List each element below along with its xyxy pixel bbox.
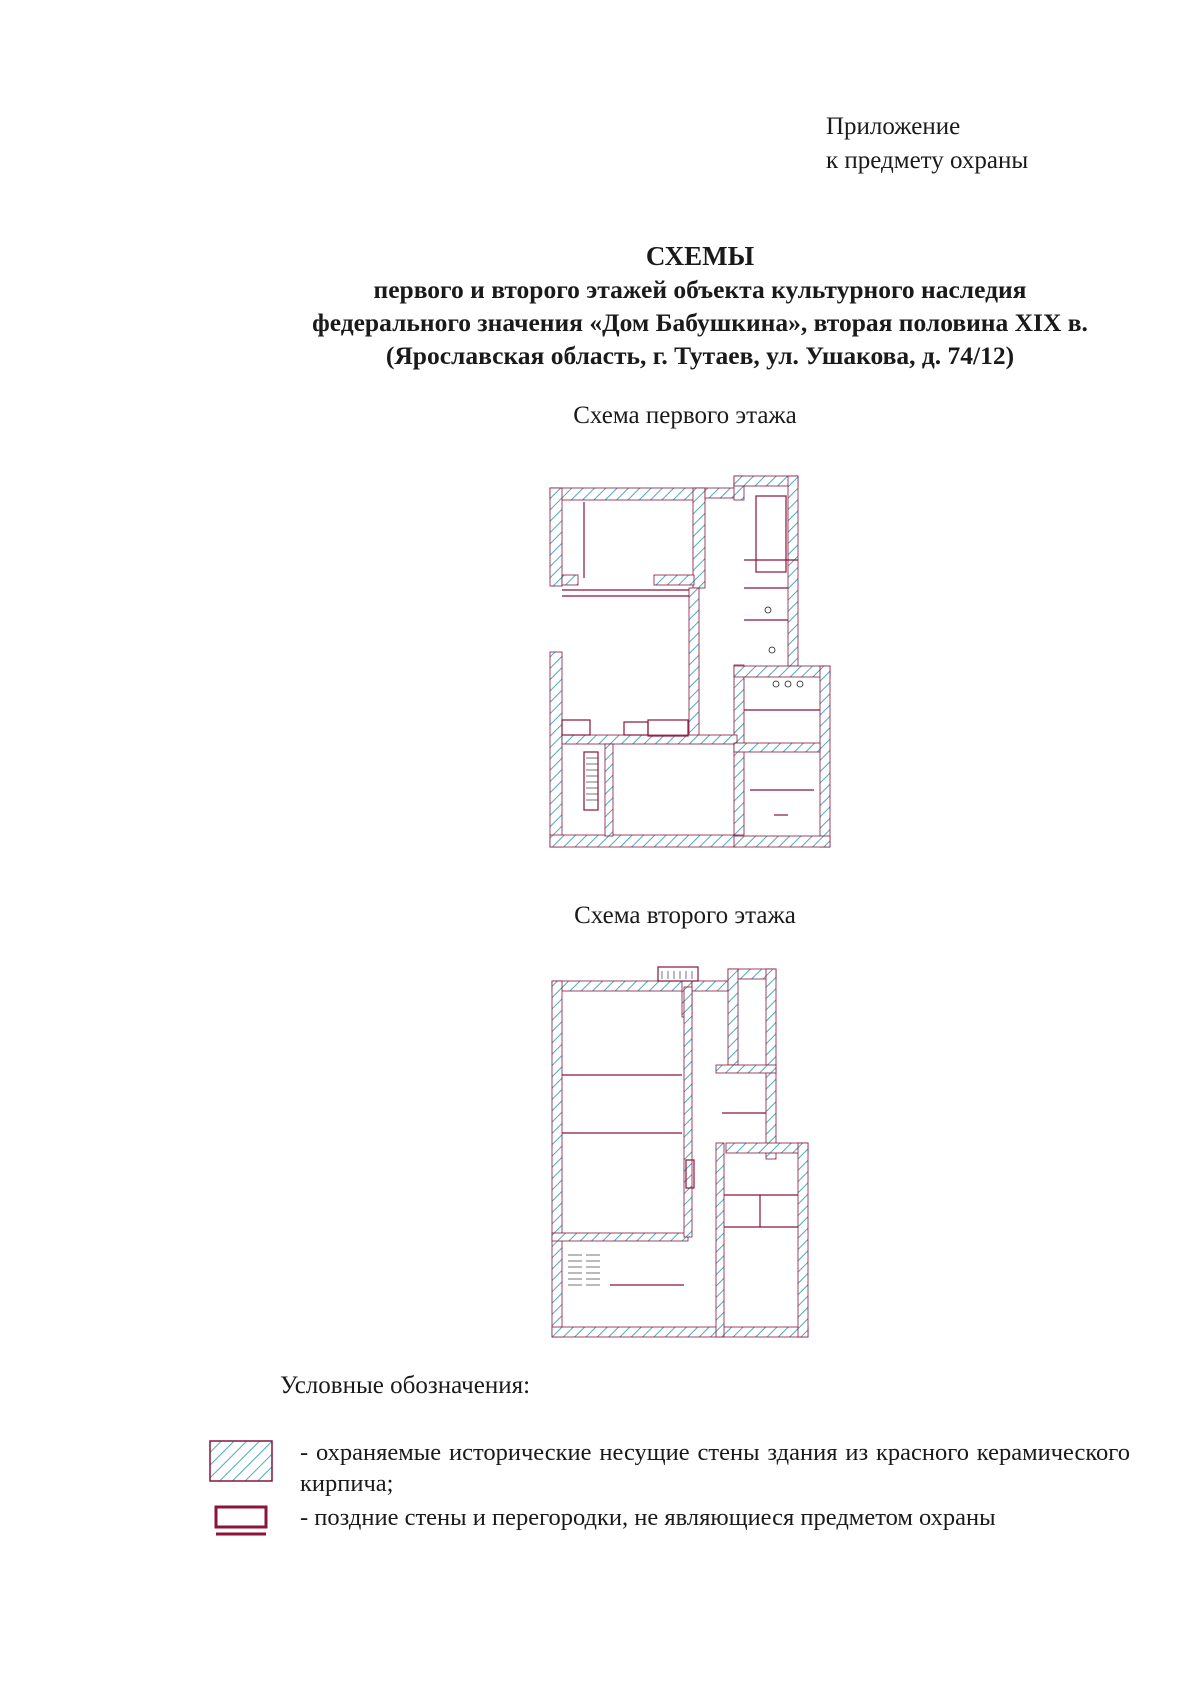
second-floor-plan	[550, 965, 820, 1345]
title-line-4: (Ярославская область, г. Тутаев, ул. Ушакова, д. 74/12)	[385, 341, 1015, 370]
title-line-3: федерального значения «Дом Бабушкина», вторая половина XIX в.	[312, 308, 1088, 337]
legend-historic-walls: - охраняемые исторические несущие стены здания из красного керамического кирпича;	[300, 1439, 1130, 1497]
legend-late-wall-swatch	[214, 1505, 268, 1539]
appendix-line-2: к предмету охраны	[826, 147, 1029, 174]
first-floor-caption: Схема первого этажа	[573, 402, 797, 429]
legend-title: Условные обозначения:	[280, 1372, 531, 1399]
first-floor-stair-hatching	[586, 758, 598, 800]
first-floor-plan	[544, 470, 834, 860]
first-floor-historic-walls	[550, 476, 830, 847]
appendix-line-1: Приложение	[826, 113, 961, 140]
title-line-1: СХЕМЫ	[645, 241, 755, 271]
second-floor-historic-walls	[552, 969, 808, 1337]
document-title	[200, 240, 1200, 372]
title-line-2: первого и второго этажей объекта культурного наследия	[373, 275, 1027, 304]
legend-historic-wall-swatch	[209, 1440, 273, 1484]
appendix-header	[826, 110, 1028, 178]
second-floor-caption: Схема второго этажа	[574, 902, 796, 929]
legend-late-walls: - поздние стены и перегородки, не являющиеся предметом охраны	[300, 1504, 996, 1531]
